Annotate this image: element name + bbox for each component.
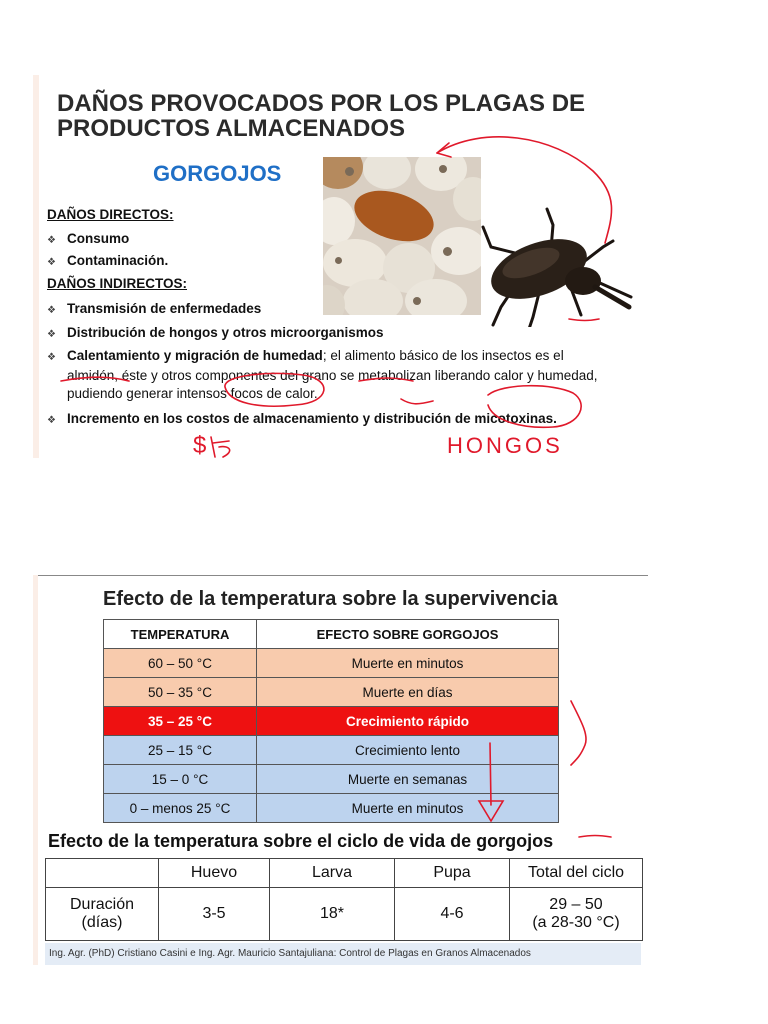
slide-temperature [33, 575, 648, 965]
title-line-1: DAÑOS PROVOCADOS POR LOS PLAGAS DE [57, 90, 586, 117]
life-cycle-table [45, 858, 643, 941]
bullet-icon: ❖ [47, 257, 56, 268]
direct-damage-heading: DAÑOS DIRECTOS: [47, 207, 174, 222]
indirect-item-costs: ❖ Incremento en los costos de almacenamiento y distribución de micotoxinas. [47, 408, 607, 431]
source-credit: Ing. Agr. (PhD) Cristiano Casini e Ing. Agr. Mauricio Santajuliana: Control de Plagas en Granos Almacenados [45, 943, 641, 965]
bullet-icon: ❖ [47, 415, 56, 426]
money-note: $ [193, 432, 207, 458]
cycle-duration-row: Duración (días) 3-5 18* 4-6 29 – 50 (a 28-30 °C) [46, 888, 643, 941]
life-cycle-title: Efecto de la temperatura sobre el ciclo de vida de gorgojos [48, 831, 554, 851]
table-row: 50 – 35 °C Muerte en días [104, 678, 559, 707]
bullet-icon: ❖ [47, 329, 56, 340]
slide-damages [33, 75, 641, 458]
bullet-icon: ❖ [47, 305, 56, 316]
bullet-icon: ❖ [47, 352, 56, 363]
direct-item-2: ❖ Contaminación. [47, 250, 607, 273]
cycle-header-row: Huevo Larva Pupa Total del ciclo [46, 859, 643, 888]
table-row: 0 – menos 25 °C Muerte en minutos [104, 794, 559, 823]
indirect-item-2: ❖ Distribución de hongos y otros microorganismos [47, 322, 607, 345]
direct-item-1: ❖ Consumo [47, 228, 607, 251]
table-row: 60 – 50 °C Muerte en minutos [104, 649, 559, 678]
header-temperature: TEMPERATURA [104, 620, 257, 649]
heat-line-2: almidón, éste y otros componentes del grano se metabolizan liberando calor y humedad, [67, 368, 598, 383]
bullet-icon: ❖ [47, 235, 56, 246]
table-row: 15 – 0 °C Muerte en semanas [104, 765, 559, 794]
slide-subtitle: GORGOJOS [153, 161, 282, 186]
survival-title: Efecto de la temperatura sobre la supervivencia [103, 588, 558, 610]
table-row: 25 – 15 °C Crecimiento lento [104, 736, 559, 765]
table-row-critical: 35 – 25 °C Crecimiento rápido [104, 707, 559, 736]
direct-heading-text: DAÑOS DIRECTOS [47, 207, 170, 222]
title-line-2: PRODUCTOS ALMACENADOS [57, 115, 406, 142]
hongos-note: HONGOS [447, 433, 563, 458]
handwritten-annotations [33, 75, 641, 458]
indirect-item-heat: ❖ Calentamiento y migración de humedad; el alimento básico de los insectos es el [47, 345, 607, 368]
indirect-heading-text: DAÑOS INDIRECTOS [47, 276, 183, 291]
heat-line-3: pudiendo generar intensos focos de calor. [67, 386, 318, 401]
indirect-damage-heading: DAÑOS INDIRECTOS: [47, 276, 188, 291]
indirect-item-1: ❖ Transmisión de enfermedades [47, 298, 607, 321]
header-effect: EFECTO SOBRE GORGOJOS [257, 620, 559, 649]
